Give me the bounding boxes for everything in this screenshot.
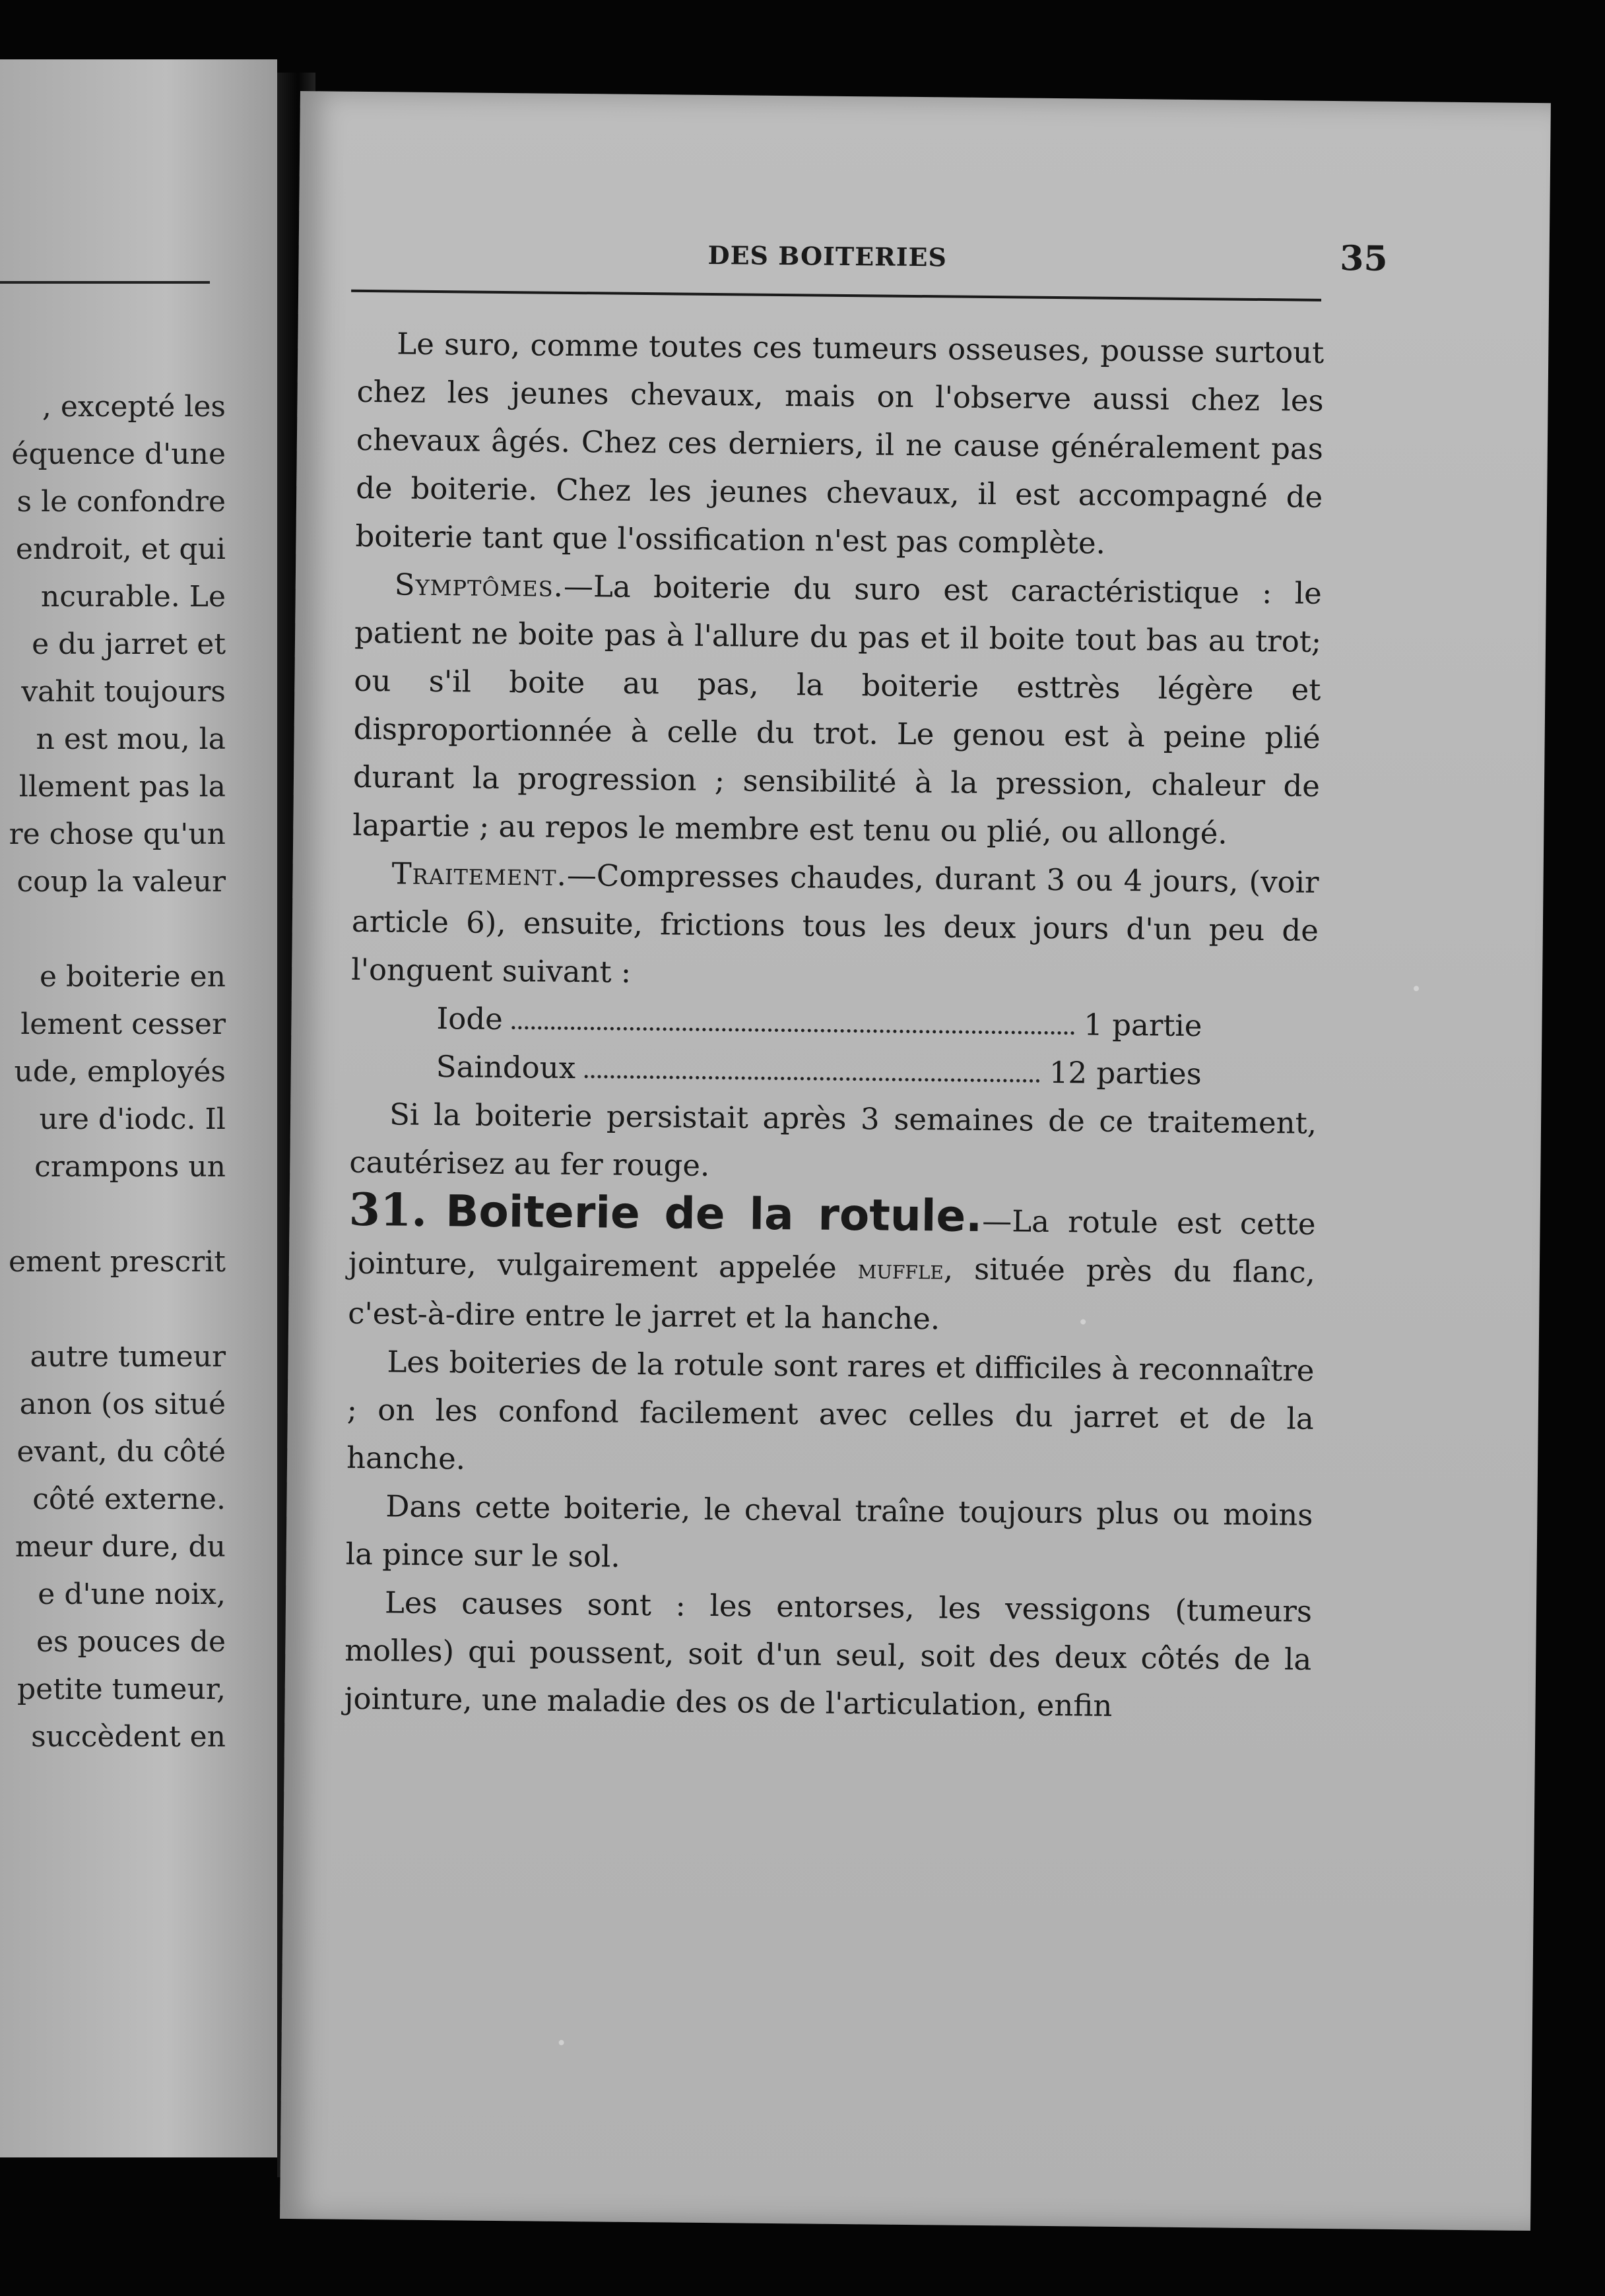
left-header-rule [0,281,210,284]
paper-speck [1080,1319,1086,1324]
left-page-line: crampons un [34,1150,226,1184]
paper-speck [559,2040,564,2045]
left-page-line: vahit toujours [21,675,226,709]
section-intro: —La rotule est cette jointure, vulgairement appelée [348,1203,1316,1286]
recipe-row [436,1042,1202,1098]
paragraph-pince: Dans cette boiterie, le cheval traîne toujours plus ou moins la pince sur le sol. [345,1488,1313,1574]
left-page-line: e du jarret et [32,627,226,661]
leader-dots [585,1075,1040,1083]
paragraph-symptomes [352,560,1322,858]
paper-speck [1414,986,1419,991]
left-page-line: coup la valeur [16,865,226,899]
left-page-line: lement cesser [20,1007,226,1041]
left-page-line: n est mou, la [36,722,226,756]
running-title: DES BOITERIES [707,239,948,272]
paragraph-rares: Les boiteries de la rotule sont rares et difficiles à reconnaître ; on les confond facilement avec celles du jarret et de la hanche. [346,1344,1315,1477]
left-page-line: autre tumeur [30,1340,226,1374]
ingredient-quantity: 1 partie [1084,1007,1202,1044]
leader-dots [512,1026,1075,1035]
symptomes-label: Symptômes. [394,567,564,604]
left-page-line: ement prescrit [8,1245,226,1279]
ingredient-quantity: 12 parties [1049,1054,1202,1092]
section-intro-end: , située près du flanc, c'est-à-dire entre le jarret et la hanche. [347,1251,1316,1337]
left-page-line: anon (os situé [19,1387,226,1421]
left-page-line: evant, du côté [16,1435,226,1469]
header-rule [351,290,1321,302]
section-number: 31. [348,1183,428,1237]
left-page-fragment [0,59,277,2157]
right-page [280,91,1551,2231]
left-page-line: es pouces de [36,1625,226,1659]
symptomes-text: —La boiterie du suro est caractéristique : le patient ne boite pas à l'allure du pas et il boite tout bas au trot; ou s'il boite au pas, la boiterie esttrès légère et disproportionnée à celle du trot. Le genou est à peine plié durant la progression ; sensibilité à la pression, chaleur de lapartie ; au repos le membre est tenu ou plié, ou allongé. [352,568,1323,851]
ingredient-name: Saindoux [436,1049,576,1086]
left-page-line: petite tumeur, [17,1673,226,1706]
left-page-line: , excepté les [42,390,226,424]
traitement-label: Traitement. [391,856,568,893]
left-page-line: e boiterie en [40,960,226,994]
paragraph-traitement [351,849,1319,1003]
page-header [351,237,1388,286]
left-page-line: succèdent en [31,1720,226,1754]
left-page-line: ude, employés [14,1055,226,1089]
left-page-line: llement pas la [18,770,226,804]
page-number: 35 [1339,238,1388,279]
left-page-line: e d'une noix, [38,1578,226,1611]
left-page-line: côté externe. [32,1483,226,1516]
left-page-line: équence d'une [11,437,226,471]
left-page-line: meur dure, du [15,1530,226,1564]
paragraph-cauterisez: Si la boiterie persistait après 3 semaines de ce traitement, cautérisez au fer rouge. [349,1097,1317,1184]
left-page-line: endroit, et qui [15,532,226,566]
left-page-line: re chose qu'un [9,817,226,851]
left-page-line: ncurable. Le [40,580,226,614]
page-body [344,319,1324,1732]
section-heading: Boiterie de la rotule. [445,1186,983,1242]
traitement-text: —Compresses chaudes, durant 3 ou 4 jours, (voir article 6), ensuite, frictions tous les deux jours d'un peu de l'onguent suivant : [350,857,1319,990]
term-muffle: muffle [857,1254,944,1286]
section-31 [347,1183,1316,1347]
ingredient-name: Iode [436,1001,504,1037]
recipe-list [436,994,1202,1098]
left-page-line: ure d'iodc. Il [39,1102,226,1136]
recipe-row [436,994,1202,1050]
paragraph-suro: Le suro, comme toutes ces tumeurs osseuses, pousse surtout chez les jeunes chevaux, mais on l'observe aussi chez les chevaux âgés. Chez ces derniers, il ne cause généralement pas de boiterie. Chez les jeunes chevaux, il est accompagné de boiterie tant que l'ossification n'est pas complète. [355,326,1325,561]
paragraph-causes: Les causes sont : les entorses, les vessigons (tumeurs molles) qui poussent, soit d'un seul, soit des deux côtés de la jointure, une maladie des os de l'articulation, enfin [344,1585,1313,1723]
left-page-line: s le confondre [16,485,226,519]
